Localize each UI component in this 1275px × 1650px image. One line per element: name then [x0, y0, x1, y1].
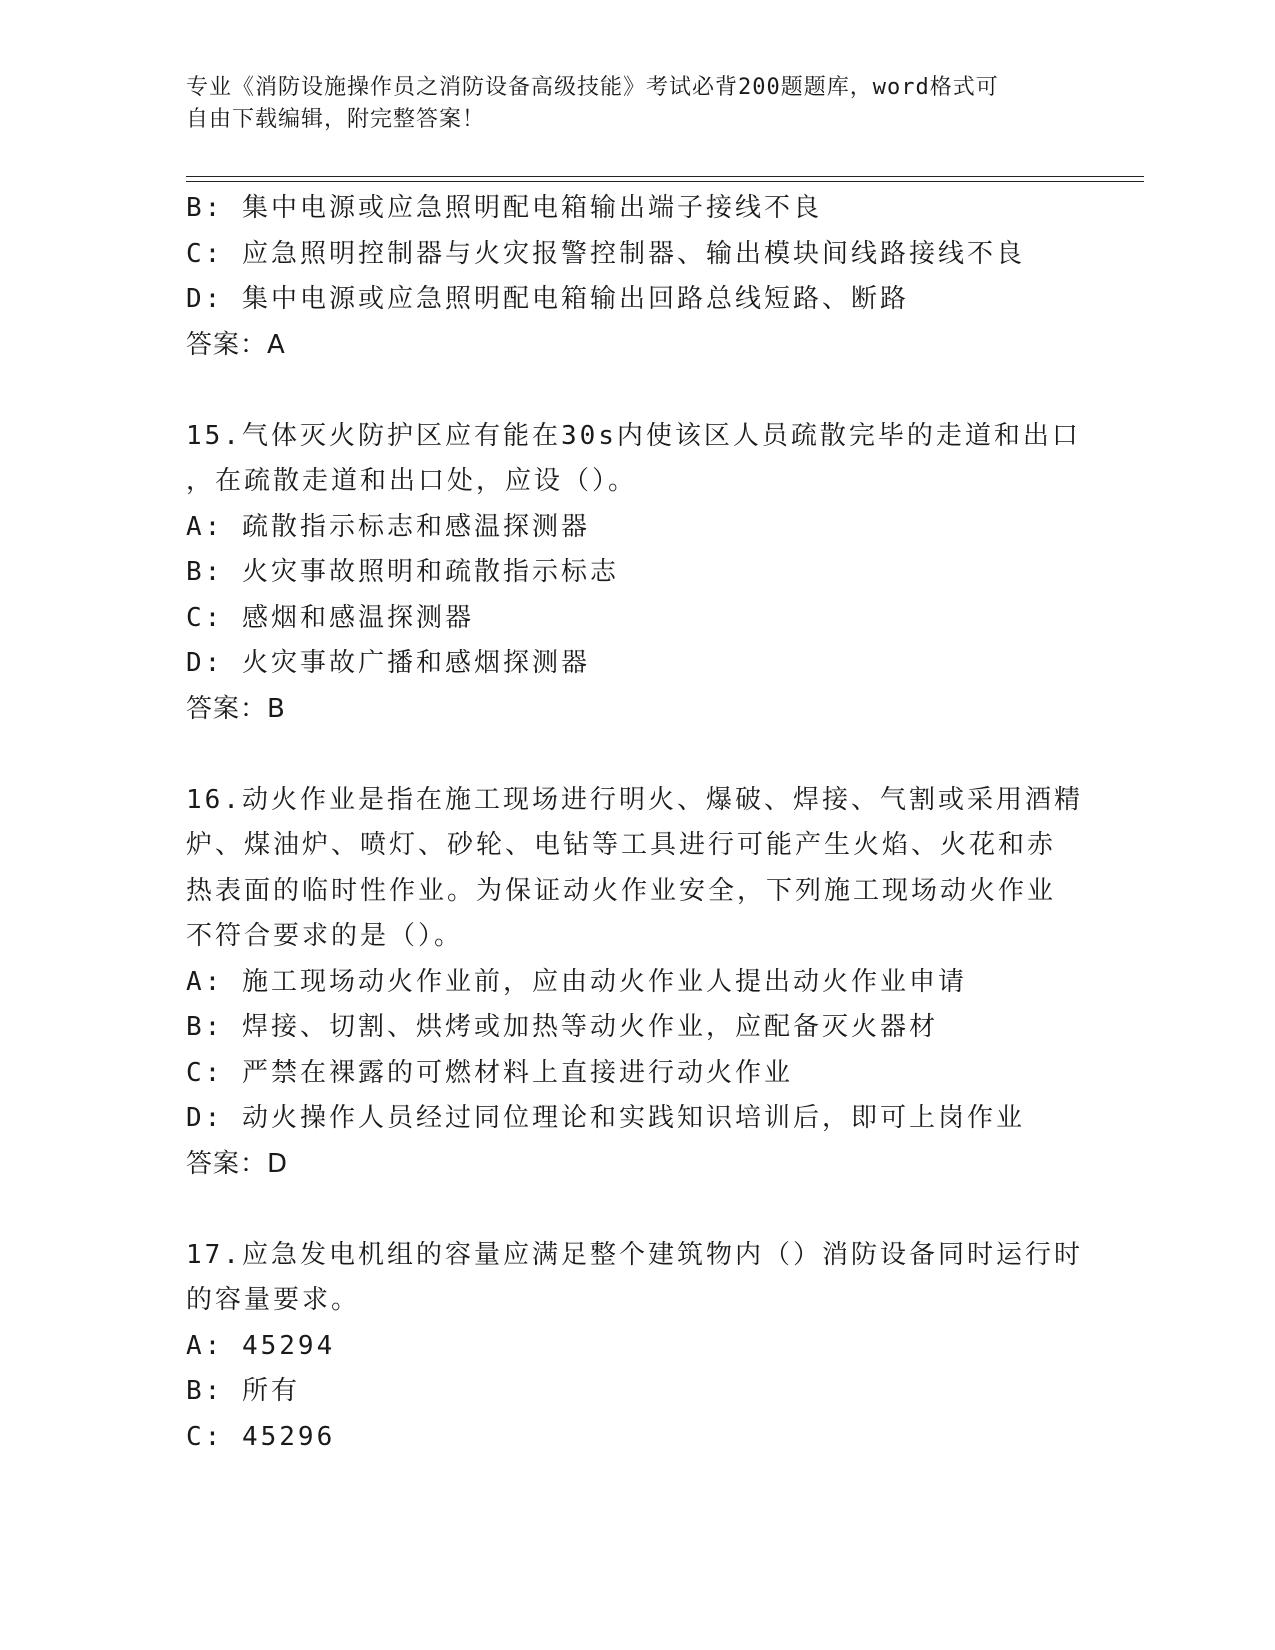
option-c: C: 应急照明控制器与火灾报警控制器、输出模块间线路接线不良	[186, 238, 1025, 269]
option-c: C: 45296	[186, 1421, 336, 1452]
question-list	[186, 186, 1086, 1460]
spacer	[186, 368, 1086, 414]
option-b: B: 焊接、切割、烘烤或加热等动火作业，应配备灭火器材	[186, 1012, 938, 1042]
option-b: B: 所有	[186, 1376, 300, 1406]
option-a: A: 45294	[186, 1330, 336, 1361]
question-stem-line: 16.动火作业是指在施工现场进行明火、爆破、焊接、气割或采用酒精	[186, 784, 1083, 815]
spacer	[186, 732, 1086, 778]
header-line-1: 专业《消防设施操作员之消防设备高级技能》考试必背200题题库，word格式可	[186, 75, 999, 100]
option-d: D: 火灾事故广播和感烟探测器	[186, 648, 590, 678]
option-c: C: 感烟和感温探测器	[186, 602, 474, 633]
option-b: B: 火灾事故照明和疏散指示标志	[186, 557, 619, 587]
question-stem-line: 17.应急发电机组的容量应满足整个建筑物内（）消防设备同时运行时	[186, 1239, 1083, 1270]
question-stem-line: ，在疏散走道和出口处，应设（）。	[186, 466, 638, 496]
answer-line: 答案：B	[186, 693, 286, 724]
document-header	[186, 72, 1066, 136]
question-block-16	[186, 778, 1086, 1188]
answer-line: 答案：D	[186, 1148, 289, 1179]
question-stem-line: 不符合要求的是（）。	[186, 921, 464, 951]
option-c: C: 严禁在裸露的可燃材料上直接进行动火作业	[186, 1057, 793, 1088]
option-b: B: 集中电源或应急照明配电箱输出端子接线不良	[186, 193, 822, 223]
question-block-17	[186, 1233, 1086, 1461]
header-divider-bottom	[186, 181, 1144, 182]
spacer	[186, 1187, 1086, 1233]
question-stem-line: 的容量要求。	[186, 1285, 361, 1315]
option-a: A: 疏散指示标志和感温探测器	[186, 511, 590, 542]
option-a: A: 施工现场动火作业前，应由动火作业人提出动火作业申请	[186, 966, 967, 997]
question-stem-line: 15.气体灭火防护区应有能在30s内使该区人员疏散完毕的走道和出口	[186, 420, 1081, 451]
option-d: D: 动火操作人员经过同位理论和实践知识培训后，即可上岗作业	[186, 1103, 1025, 1133]
header-line-2: 自由下载编辑，附完整答案！	[186, 107, 486, 132]
question-stem-line: 热表面的临时性作业。为保证动火作业安全，下列施工现场动火作业	[186, 875, 1057, 906]
question-stem-line: 炉、煤油炉、喷灯、砂轮、电钻等工具进行可能产生火焰、火花和赤	[186, 830, 1057, 860]
option-d: D: 集中电源或应急照明配电箱输出回路总线短路、断路	[186, 284, 909, 314]
answer-line: 答案：A	[186, 329, 286, 360]
question-block-15	[186, 414, 1086, 733]
question-block-14	[186, 186, 1086, 368]
header-divider-top	[186, 176, 1144, 177]
